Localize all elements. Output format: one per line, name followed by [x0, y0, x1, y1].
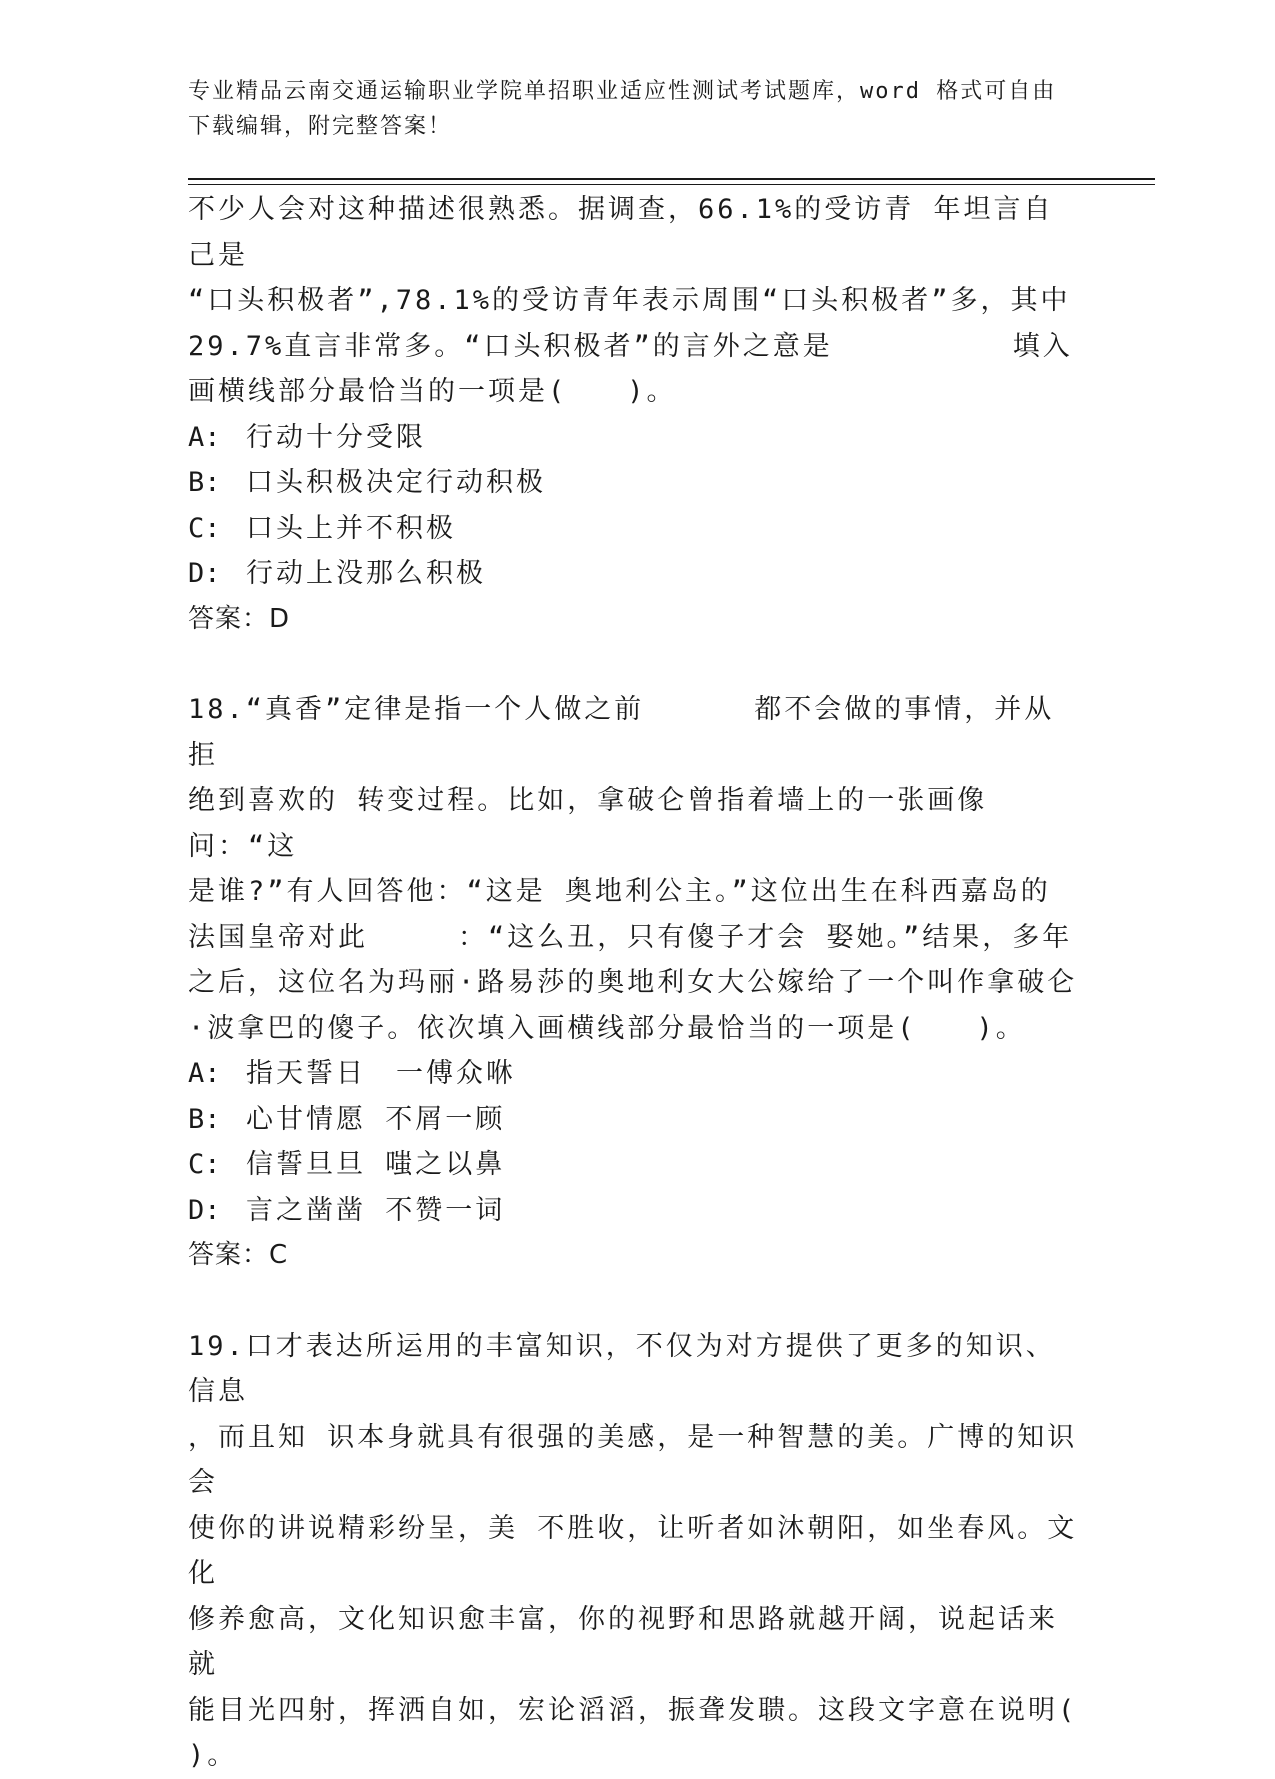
option-text: 指天誓日 一傅众咻: [246, 1058, 516, 1089]
question-19: [188, 1324, 1078, 1779]
option-label: C:: [188, 1149, 221, 1180]
option-text: 信誓旦旦 嗤之以鼻: [246, 1149, 506, 1180]
question-17: [188, 187, 1078, 642]
option-label: B:: [188, 467, 221, 498]
option-text: 口头积极决定行动积极: [246, 467, 546, 498]
option-text: 行动上没那么积极: [246, 558, 486, 589]
option-text: 行动十分受限: [246, 421, 426, 453]
option-text: 口头上并不积极: [246, 512, 456, 544]
option-label: A:: [188, 1058, 221, 1089]
question-18-line-5: 之后，这位名为玛丽·路易莎的奥地利女大公嫁给了一个叫作拿破仑: [188, 967, 1078, 998]
question-17-line-3-text: 29.7%直言非常多。“口头积极者”的言外之意是: [188, 330, 833, 362]
question-spacer: [188, 1279, 1078, 1324]
question-19-line-1: 19.口才表达所运用的丰富知识，不仅为对方提供了更多的知识、信息: [188, 1330, 1056, 1407]
question-18-line-1-text: 18.“真香”定律是指一个人做之前: [188, 694, 645, 725]
option-label: B:: [188, 1103, 221, 1135]
option-c: [188, 1142, 1078, 1188]
question-19-line-6: )。: [188, 1740, 238, 1771]
document-header: [188, 74, 1068, 144]
question-19-line-5: 能目光四射，挥洒自如，宏论滔滔，振聋发聩。这段文字意在说明(: [188, 1694, 1078, 1726]
option-label: A:: [188, 421, 221, 453]
option-b: [188, 460, 1078, 506]
question-17-line-1: 不少人会对这种描述很熟悉。据调查，66.1%的受访青 年坦言自己是: [188, 194, 1054, 271]
option-text: 心甘情愿 不屑一顾: [246, 1103, 506, 1135]
question-spacer: [188, 642, 1078, 687]
option-d: [188, 551, 1078, 597]
question-18-line-1-tail: 都不会做的事情，并从拒: [188, 694, 1055, 771]
question-17-line-4: 画横线部分最恰当的一项是( )。: [188, 376, 677, 407]
header-line-1: 专业精品云南交通运输职业学院单招职业适应性测试考试题库，word 格式可自由: [188, 79, 1057, 104]
question-18-line-6: ·波拿巴的傻子。依次填入画横线部分最恰当的一项是( )。: [188, 1012, 1026, 1044]
option-label: D:: [188, 558, 221, 589]
answer-label: 答案：D: [188, 603, 291, 634]
option-c: [188, 506, 1078, 552]
question-18: [188, 687, 1078, 1279]
header-line-2: 下载编辑，附完整答案！: [188, 114, 453, 139]
question-18-line-4: [188, 915, 1078, 961]
option-a: [188, 415, 1078, 461]
question-18-line-1: [188, 687, 1078, 778]
option-a: [188, 1051, 1078, 1097]
header-divider-thin: [188, 184, 1155, 185]
answer-label: 答案：C: [188, 1240, 289, 1270]
question-17-line-3-tail: 填入: [1012, 330, 1073, 362]
question-18-line-4-text: 法国皇帝对此: [188, 921, 368, 953]
question-18-line-4-tail: ：“这么丑，只有傻子才会 娶她。”结果，多年: [458, 921, 1073, 953]
option-text: 言之凿凿 不赞一词: [246, 1194, 506, 1226]
header-divider-thick: [188, 178, 1155, 180]
question-18-line-3: 是谁?”有人回答他：“这是 奥地利公主。”这位出生在科西嘉岛的: [188, 876, 1051, 907]
option-label: D:: [188, 1194, 221, 1226]
option-label: C:: [188, 512, 221, 544]
question-17-line-2: “口头积极者”,78.1%的受访青年表示周围“口头积极者”多，其中: [188, 285, 1071, 316]
question-19-line-2: ，而且知 识本身就具有很强的美感，是一种智慧的美。广博的知识会: [188, 1421, 1078, 1498]
question-19-line-4: 修养愈高，文化知识愈丰富，你的视野和思路就越开阔，说起话来就: [188, 1603, 1058, 1680]
document-body: [188, 187, 1078, 1779]
option-d: [188, 1188, 1078, 1234]
question-19-line-3: 使你的讲说精彩纷呈，美 不胜收，让听者如沐朝阳，如坐春风。文化: [188, 1512, 1078, 1589]
question-17-line-3: [188, 324, 1078, 370]
question-18-line-2: 绝到喜欢的 转变过程。比如，拿破仑曾指着墙上的一张画像问：“这: [188, 785, 988, 862]
option-b: [188, 1097, 1078, 1143]
